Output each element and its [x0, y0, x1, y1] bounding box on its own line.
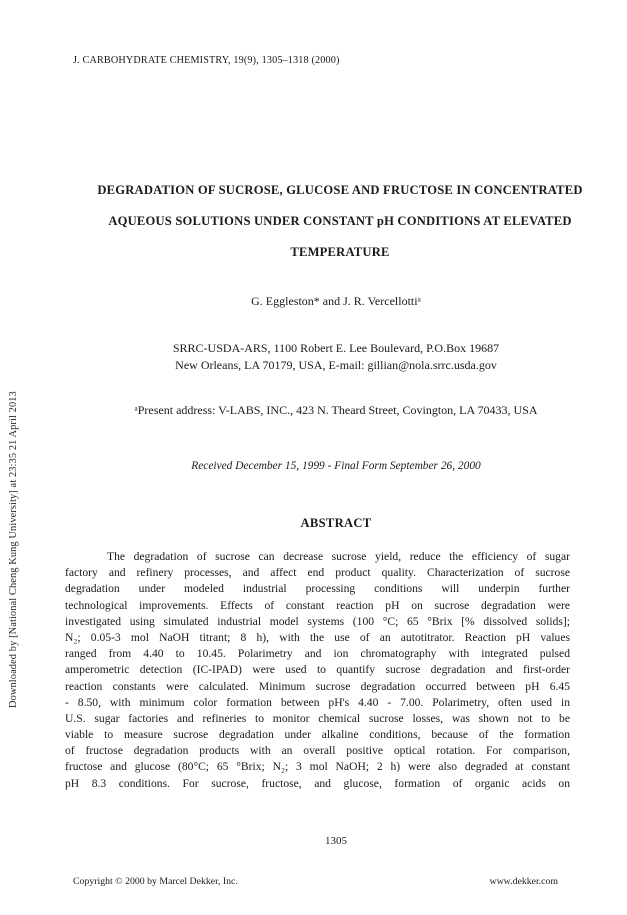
received-dates: Received December 15, 1999 - Final Form September 26, 2000	[191, 460, 481, 472]
abstract-line: viable to measure sucrose degradation under alkaline conditions, because of the formation	[65, 728, 570, 742]
abstract-line: technological improvements. Effects of constant reaction pH on sucrose degradation were	[65, 598, 570, 612]
abstract-body	[65, 549, 570, 792]
abstract-line: degradation under modeled industrial processing conditions will underpin further	[65, 582, 570, 596]
abstract-line: investigated using simulated industrial model systems (100 °C; 65 °Brix [% dissolved solids];	[65, 614, 570, 628]
abstract-heading: ABSTRACT	[300, 516, 372, 530]
abstract-line: - 8.50, with minimum color formation between pH's 4.40 - 7.00. Polarimetry, often used in	[65, 695, 570, 709]
abstract-line: The degradation of sucrose can decrease sucrose yield, reduce the efficiency of sugar	[107, 550, 570, 563]
affiliation-line-1: SRRC-USDA-ARS, 1100 Robert E. Lee Boulevard, P.O.Box 19687	[172, 341, 500, 355]
present-address: ᵃPresent address: V-LABS, INC., 423 N. Theard Street, Covington, LA 70433, USA	[134, 403, 538, 417]
abstract-line: amperometric detection (IC-IPAD) were used to quantify sucrose degradation and first-order	[65, 663, 570, 677]
abstract-line: U.S. sugar factories and refineries to monitor chemical sucrose losses, was shown not to be	[65, 711, 570, 725]
journal-citation: J. CARBOHYDRATE CHEMISTRY, 19(9), 1305–1318 (2000)	[73, 55, 340, 66]
download-stamp	[0, 244, 19, 708]
abstract-line: reaction constants were calculated. Minimum sucrose degradation occurred between pH 6.45	[65, 679, 570, 693]
page-number: 1305	[325, 835, 347, 847]
authors: G. Eggleston* and J. R. Vercellottiᵃ	[251, 294, 421, 308]
paper-title-line-3: TEMPERATURE	[290, 245, 390, 259]
abstract-line: of fructose degradation products with an overall positive optical rotation. For comparison,	[65, 744, 570, 758]
publisher-website: www.dekker.com	[489, 876, 558, 887]
abstract-line: ranged from 4.40 to 10.45. Polarimetry and ion chromatography with integrated pulsed	[65, 647, 570, 661]
download-stamp-text: Downloaded by [National Cheng Kung University] at 23:35 21 April 2013	[8, 391, 19, 708]
affiliation-line-2: New Orleans, LA 70179, USA, E-mail: gillian@nola.srrc.usda.gov	[175, 358, 497, 372]
paper-title-line-2: AQUEOUS SOLUTIONS UNDER CONSTANT pH CONDITIONS AT ELEVATED	[108, 214, 572, 228]
abstract-line: N₂; 0.05-3 mol NaOH titrant; 8 h), with the use of an autotitrator. Reaction pH values	[65, 630, 570, 644]
copyright-notice: Copyright © 2000 by Marcel Dekker, Inc.	[73, 876, 238, 887]
abstract-line: pH 8.3 conditions. For sucrose, fructose, and glucose, formation of organic acids on	[65, 776, 570, 790]
paper-title-line-1: DEGRADATION OF SUCROSE, GLUCOSE AND FRUCTOSE IN CONCENTRATED	[97, 183, 583, 197]
abstract-line: fructose and glucose (80°C; 65 °Brix; N₂; 3 mol NaOH; 2 h) were also degraded at constant	[65, 760, 570, 774]
abstract-line: factory and refinery processes, and affect end product quality. Characterization of sucrose	[65, 566, 570, 580]
